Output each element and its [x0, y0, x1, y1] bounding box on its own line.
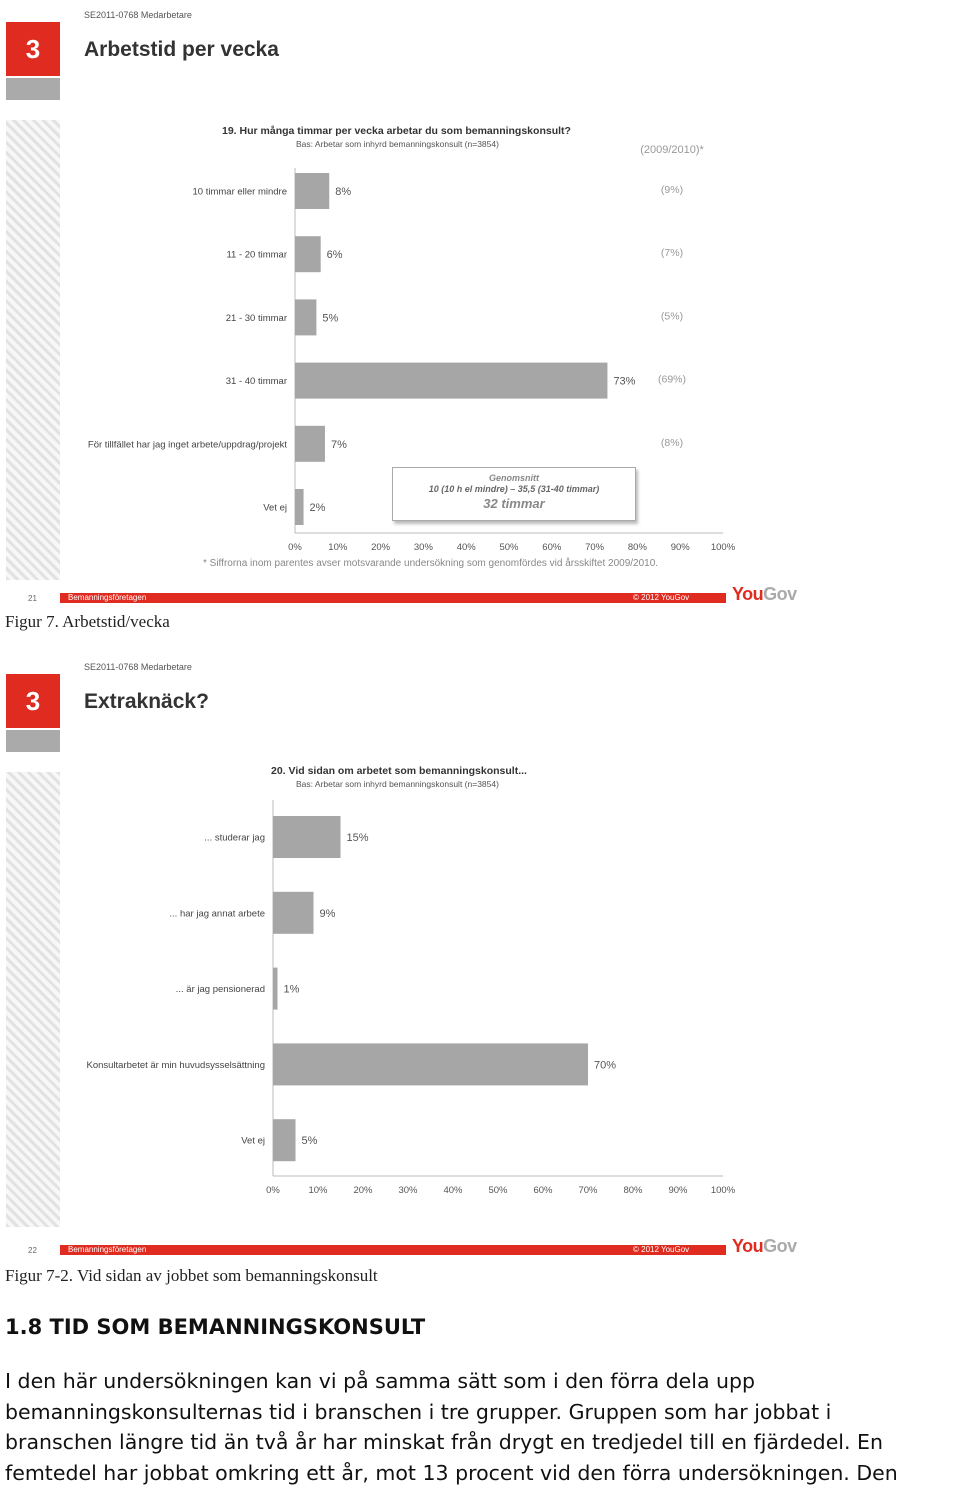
footer-client: Bemanningsföretagen [68, 593, 146, 603]
footer-client: Bemanningsföretagen [68, 1245, 146, 1255]
previous-value-label: (69%) [658, 374, 686, 386]
value-label: 5% [302, 1135, 318, 1147]
body-line: I den här undersökningen kan vi på samma sätt som i den förra dela upp [5, 1366, 960, 1397]
x-tick-label: 0% [266, 1185, 280, 1196]
category-label: Konsultarbetet är min huvudsysselsättning [87, 1060, 266, 1071]
x-tick-label: 50% [488, 1185, 508, 1196]
chart-question: 20. Vid sidan om arbetet som bemanningskonsult... [271, 765, 527, 777]
yougov-logo: YouGov [732, 1236, 797, 1257]
previous-value-label: (5%) [661, 310, 683, 322]
category-label: Vet ej [241, 1136, 265, 1147]
bar [273, 968, 278, 1010]
value-label: 73% [613, 376, 635, 388]
chart-base: Bas: Arbetar som inhyrd bemanningskonsult (n=3854) [296, 779, 499, 789]
x-tick-label: 80% [623, 1185, 643, 1196]
bar [295, 173, 329, 209]
bar [295, 489, 304, 525]
body-line: branschen längre tid än två år har minskat från drygt en tredjedel till en fjärdedel. En [5, 1427, 960, 1458]
bar [273, 892, 314, 934]
x-tick-label: 0% [288, 542, 302, 553]
x-tick-label: 40% [443, 1185, 463, 1196]
previous-year-header: (2009/2010)* [640, 144, 704, 156]
slide-title: Arbetstid per vecka [84, 38, 279, 62]
x-tick-label: 90% [671, 542, 691, 553]
bar [295, 299, 316, 335]
body-line: femtedel har jobbat omkring ett år, mot 13 procent vid den förra undersökningen. Den [5, 1458, 960, 1488]
figure-caption-1: Figur 7. Arbetstid/vecka [5, 612, 170, 632]
value-label: 1% [284, 984, 300, 996]
previous-value-label: (8%) [661, 437, 683, 449]
x-tick-label: 30% [398, 1185, 418, 1196]
category-label: 21 - 30 timmar [226, 313, 287, 324]
slide-title: Extraknäck? [84, 690, 209, 714]
category-label: ... studerar jag [204, 833, 265, 844]
bar [295, 363, 607, 399]
x-tick-label: 10% [308, 1185, 328, 1196]
footer-copyright: © 2012 YouGov [633, 1245, 689, 1255]
x-tick-label: 100% [711, 1185, 736, 1196]
average-label: Genomsnitt [393, 473, 635, 483]
bar [273, 1119, 296, 1161]
body-paragraph [5, 1366, 960, 1488]
value-label: 9% [320, 908, 336, 920]
value-label: 5% [322, 312, 338, 324]
average-formula: 10 (10 h el mindre) – 35,5 (31-40 timmar) [393, 484, 635, 494]
value-label: 15% [347, 832, 369, 844]
bar [295, 426, 325, 462]
value-label: 7% [331, 439, 347, 451]
category-label: ... är jag pensionerad [176, 984, 265, 995]
x-tick-label: 60% [542, 542, 562, 553]
footer-bar [60, 1245, 726, 1255]
x-tick-label: 60% [533, 1185, 553, 1196]
value-label: 6% [327, 249, 343, 261]
x-tick-label: 10% [328, 542, 348, 553]
x-tick-label: 90% [668, 1185, 688, 1196]
x-tick-label: 100% [711, 542, 736, 553]
page-number: 21 [28, 594, 37, 603]
chart-footnote: * Siffrorna inom parentes avser motsvarande undersökning som genomfördes vid årsskiftet 2009/2010. [203, 557, 658, 569]
category-label: 11 - 20 timmar [226, 250, 287, 261]
footer-copyright: © 2012 YouGov [633, 593, 689, 603]
x-tick-label: 30% [414, 542, 434, 553]
section-badge: 3 [6, 674, 60, 728]
x-tick-label: 40% [457, 542, 477, 553]
value-label: 70% [594, 1059, 616, 1071]
x-tick-label: 80% [628, 542, 648, 553]
category-label: För tillfället har jag inget arbete/uppdrag/projekt [88, 439, 287, 450]
average-value: 32 timmar [393, 496, 635, 511]
slide-arbetstid [0, 0, 810, 610]
footer-bar [60, 593, 726, 603]
body-line: bemanningskonsulternas tid i branschen i tre grupper. Gruppen som har jobbat i [5, 1397, 960, 1428]
section-heading: 1.8 TID SOM BEMANNINGSKONSULT [5, 1315, 425, 1339]
value-label: 8% [335, 186, 351, 198]
bar [295, 236, 321, 272]
x-tick-label: 20% [353, 1185, 373, 1196]
x-tick-label: 70% [578, 1185, 598, 1196]
section-badge: 3 [6, 22, 60, 76]
project-code: SE2011-0768 Medarbetare [84, 662, 192, 672]
project-code: SE2011-0768 Medarbetare [84, 10, 192, 20]
category-label: ... har jag annat arbete [169, 908, 265, 919]
x-tick-label: 70% [585, 542, 605, 553]
average-box [392, 467, 636, 521]
bar [273, 1043, 588, 1085]
bar [273, 816, 341, 858]
previous-value-label: (7%) [661, 247, 683, 259]
x-tick-label: 50% [499, 542, 519, 553]
chart-question: 19. Hur många timmar per vecka arbetar du som bemanningskonsult? [222, 125, 571, 137]
x-tick-label: 20% [371, 542, 391, 553]
chart-base: Bas: Arbetar som inhyrd bemanningskonsult (n=3854) [296, 139, 499, 149]
yougov-logo: YouGov [732, 584, 797, 605]
category-label: Vet ej [263, 503, 287, 514]
chart-extraknack [0, 652, 810, 1262]
slide-extraknack [0, 652, 810, 1262]
figure-caption-2: Figur 7-2. Vid sidan av jobbet som bemanningskonsult [5, 1266, 378, 1286]
page-number: 22 [28, 1246, 37, 1255]
category-label: 10 timmar eller mindre [193, 187, 288, 198]
value-label: 2% [310, 502, 326, 514]
category-label: 31 - 40 timmar [226, 376, 287, 387]
previous-value-label: (9%) [661, 184, 683, 196]
